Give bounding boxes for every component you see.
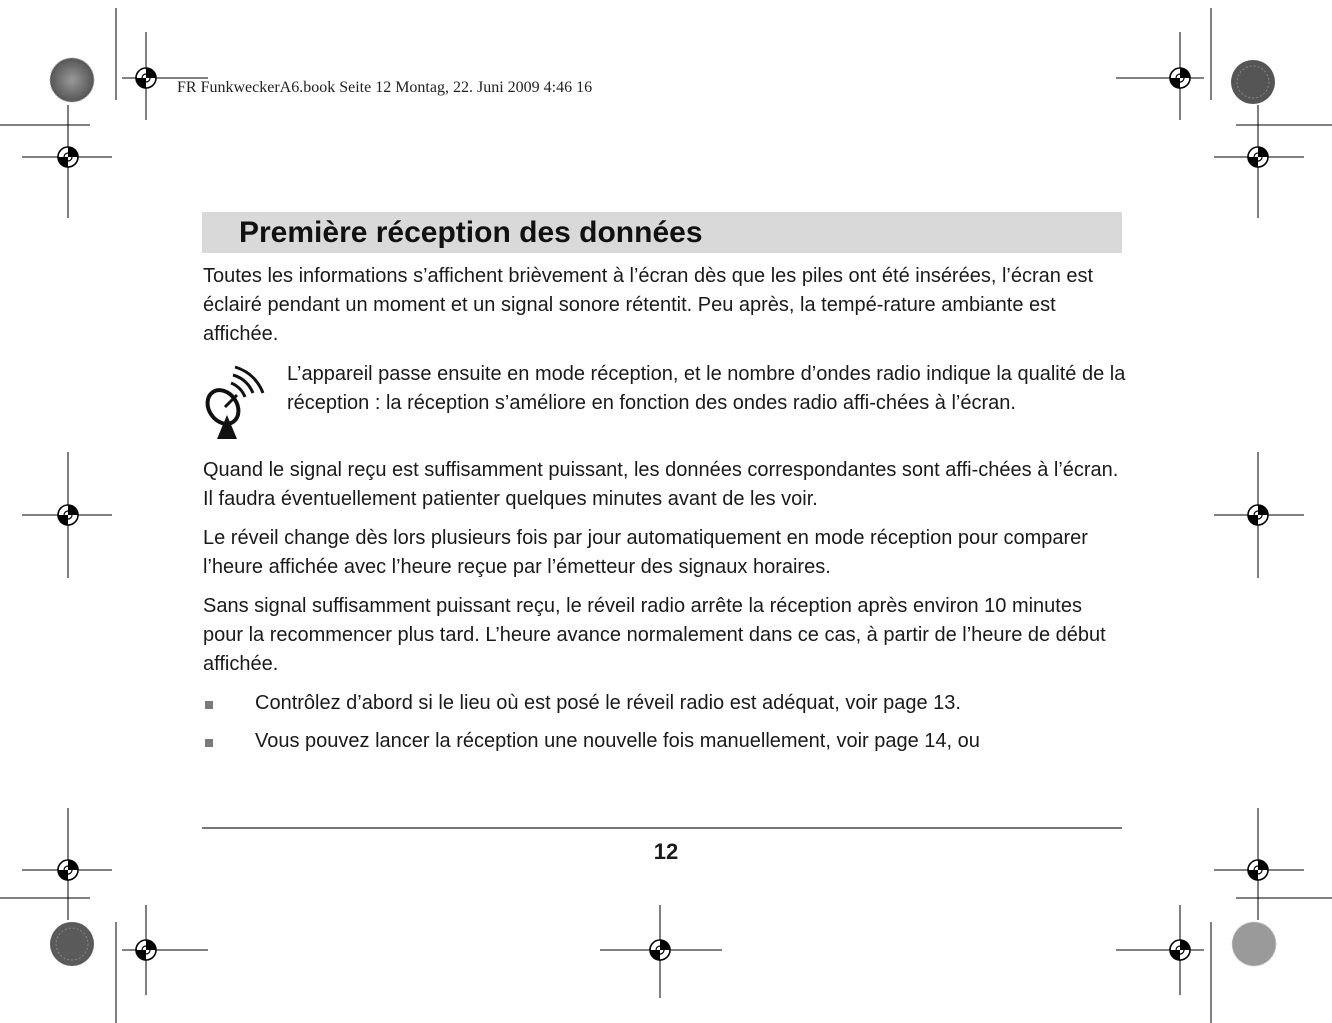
registration-mark-icon — [136, 68, 156, 88]
page-number: 12 — [653, 839, 679, 864]
list-item-text: Contrôlez d’abord si le lieu où est posé le réveil radio est adéquat, voir page 13. — [255, 692, 961, 714]
paragraph-signal-strength: Quand le signal reçu est suffisamment puissant, les données correspondantes sont affi-chées à l’écran. Il faudra éventuellement patienter quelques minutes avant de les voir. — [203, 459, 1119, 510]
color-calibration-circle-icon — [50, 922, 94, 966]
registration-mark-icon — [58, 147, 78, 167]
footer-divider — [202, 827, 1122, 829]
bullet-icon — [205, 739, 213, 747]
paragraph-reception-mode: L’appareil passe ensuite en mode réception, et le nombre d’ondes radio indique la qualité de la réception : la réception s’améliore en fonction des ondes radio affi-chées à l’écran. — [287, 363, 1126, 414]
color-calibration-circle-icon — [1232, 922, 1276, 966]
color-calibration-circle-icon — [1231, 60, 1275, 104]
registration-mark-icon — [1170, 68, 1190, 88]
section-heading: Première réception des données — [202, 212, 1122, 253]
color-calibration-circle-icon — [50, 58, 94, 102]
paragraph-auto-reception: Le réveil change dès lors plusieurs fois par jour automatiquement en mode réception pour comparer l’heure affichée avec l’heure reçue par l’émetteur des signaux horaires. — [203, 527, 1088, 578]
registration-mark-icon — [650, 940, 670, 960]
print-header: FR FunkweckerA6.book Seite 12 Montag, 22. Juni 2009 4:46 16 — [177, 79, 593, 96]
list-item-text: Vous pouvez lancer la réception une nouvelle fois manuellement, voir page 14, ou — [255, 730, 980, 752]
registration-mark-icon — [1170, 940, 1190, 960]
registration-mark-icon — [1248, 505, 1268, 525]
radio-antenna-icon — [203, 365, 267, 441]
paragraph-intro: Toutes les informations s’affichent brièvement à l’écran dès que les piles ont été insérées, l’écran est éclairé pendant un moment et un signal sonore rétentit. Peu après, la tempé-rature ambiante est affichée. — [203, 265, 1094, 345]
registration-mark-icon — [1248, 147, 1268, 167]
bullet-icon — [205, 701, 213, 709]
registration-mark-icon — [136, 940, 156, 960]
registration-mark-icon — [58, 505, 78, 525]
paragraph-no-signal: Sans signal suffisamment puissant reçu, le réveil radio arrête la réception après environ 10 minutes pour la recommencer plus tard. L’heure avance normalement dans ce cas, à partir de l’heure de début affichée. — [203, 595, 1106, 675]
